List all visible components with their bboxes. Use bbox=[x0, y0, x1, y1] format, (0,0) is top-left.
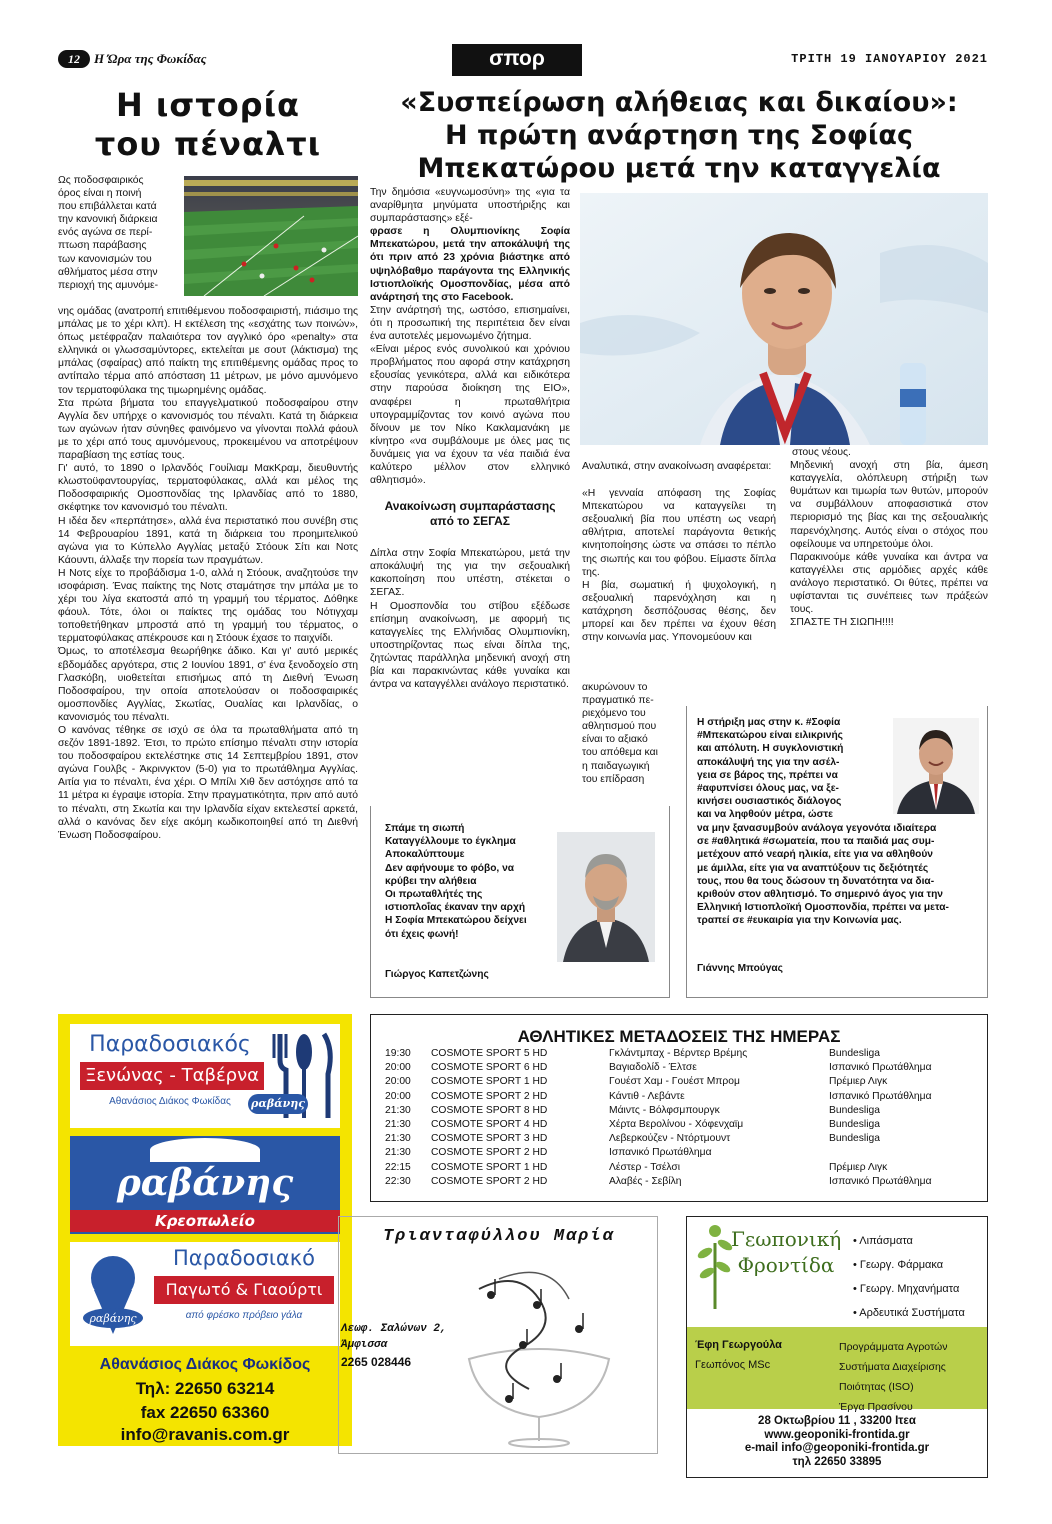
tv-row bbox=[385, 1118, 975, 1132]
quote-line: Οι πρωταθλήτές της bbox=[385, 889, 483, 901]
left-article-body bbox=[58, 305, 358, 842]
paragraph: Παρακινούμε κάθε γυναίκα και άντρα να καταγγέλλει στις αρμόδιες αρχές κάθε ανάλογο περιστατικό. Οι θύτες, πρέπει να υφίστανται τις συνέπειες των πράξεών τους. bbox=[790, 551, 988, 616]
quote-line: τους, που θα τους δώσουν τη δυνατότητα να δια- bbox=[697, 875, 935, 887]
geoponiki-green-band bbox=[687, 1327, 987, 1413]
tv-league: Ισπανικό Πρωτάθλημα bbox=[829, 1175, 932, 1187]
geoponiki-contact bbox=[687, 1415, 987, 1469]
intro-line: Ως ποδοσφαιρικός bbox=[58, 175, 144, 186]
text-line: του επίδραση bbox=[582, 773, 645, 785]
geoponiki-ad bbox=[686, 1216, 988, 1478]
geoponiki-website[interactable]: www.geoponiki-frontida.gr bbox=[764, 1428, 910, 1441]
intro-line: όρος είναι η ποινή bbox=[58, 188, 142, 200]
text-line: πραγματικό πε- bbox=[582, 695, 654, 707]
icecream-icon bbox=[78, 1250, 148, 1340]
left-title-line-2: του πέναλτι bbox=[94, 125, 322, 163]
paragraph: Αναλυτικά, στην ανακοίνωση αναφέρεται: bbox=[582, 461, 772, 472]
paragraph: Στην ανάρτησή της, ωστόσο, επισημαίνει, ότι η προσωπική της περιπέτεια δεν είναι ένα αυτοτελές μεμονωμένο ζήτημα. bbox=[370, 304, 570, 343]
text-line: ριεχόμενο του bbox=[582, 708, 646, 720]
tavern-panel bbox=[70, 1024, 340, 1128]
paragraph: Η ιδέα δεν «περπάτησε», αλλά ένα περιστατικό που συνέβη στις 14 Φεβρουαρίου 1891, κατά τη διάρκεια του προημιτελικού αγώνα για το Κύπελλο Αγγλίας μεταξύ Στόουκ Σίτι και Νοτς Κάουντι, άλλαξε την πορεία των πραγμάτων. bbox=[58, 515, 358, 566]
quote-line: μετέχουν από νεαρή ηλικία, είτε για να αθληθούν bbox=[697, 849, 933, 861]
page-number: 12 bbox=[58, 50, 90, 68]
man-portrait-illustration bbox=[557, 832, 655, 962]
stadium-illustration bbox=[184, 176, 358, 296]
paragraph: νης ομάδας (ανατροπή επιτιθέμενου ποδοσφαιριστή, πιάσιμο της μπάλας με το χέρι κλπ). Η εκτέλεση της «εσχάτης των ποινών», όπως μετέφραζαν παλαιότερα τον αγγλικό όρο «penalty» στα ελληνικά οι γλωσσαμύντορες, εκτελείται με σουτ (λάκτισμα) της μπάλας (σφαίρας) από παίκτη της επιτιθέμενης ομάδας προς το αντίπαλο τέρμα από απόσταση 11 μέτρων, με μόνο αμυνόμενο τον τερματοφύλακα της τιμωρημένης ομάδας. bbox=[58, 306, 358, 396]
geoponiki-brand-2: Φροντίδα bbox=[737, 1253, 835, 1277]
quote-author: Γιώργος Καπετζώνης bbox=[385, 969, 489, 980]
tv-time: 22:30 bbox=[385, 1175, 411, 1187]
quote-line: κινήσει ουσιαστικός διάλογος bbox=[697, 796, 842, 808]
text-line: είναι το αξιακό bbox=[582, 734, 648, 746]
paragraph: Η Νοτς είχε το προβάδισμα 1-0, αλλά η Στόουκ, αναζητούσε την ισοφάριση. Ένας παίκτης της Νοτς σταμάτησε την μπάλα με το χέρι του λίγα εκατοστά από τη γραμμή του τέρματος. Δόθηκε φάουλ. Τότε, όλοι οι παίκτες της ομάδας του Νότιγχαμ τοποθετήθηκαν μπροστά από τη γραμμή του τέρματος, ο τερματοφύλακας απέκρουσε και η Στόουκ έχασε το παιχνίδι. bbox=[58, 567, 358, 645]
product-item: • Λιπάσματα bbox=[853, 1235, 913, 1247]
product-item: • Αρδευτικά Συστήματα bbox=[853, 1307, 965, 1319]
tv-match: Χέρτα Βερολίνου - Χόφενχαϊμ bbox=[609, 1119, 744, 1131]
geoponiki-brand-1: Γεωπονική bbox=[731, 1227, 842, 1251]
intro-line: αθλήματος μέσα στην bbox=[58, 266, 158, 278]
icecream-brand-text: ραβάνης bbox=[89, 1312, 137, 1325]
tv-channel: COSMOTE SPORT 1 HD bbox=[431, 1161, 548, 1173]
tv-listings-box bbox=[370, 1014, 988, 1202]
lead-paragraph-normal: Την δημόσια «ευγνωμοσύνη» της «για τα αναρίθμητα μηνύματα υποστήριξης και συμπαράστασης» εξέ- bbox=[370, 187, 570, 225]
ravanis-brand-badge: ραβάνης bbox=[248, 1094, 308, 1114]
tv-match: Γουέστ Χαμ - Γουέστ Μπρομ bbox=[609, 1076, 740, 1088]
geoponiki-email[interactable]: e-mail info@geoponiki-frontida.gr bbox=[744, 1442, 930, 1454]
geoponiki-product-list bbox=[853, 1229, 965, 1325]
agronomist-name: Έφη Γεωργούλα bbox=[695, 1339, 782, 1351]
quote-text-wide bbox=[697, 822, 981, 928]
tv-league: Ισπανικό Πρωτάθλημα bbox=[829, 1062, 932, 1074]
quote-line: κρύβει την αλήθεια bbox=[385, 875, 477, 887]
tv-channel: COSMOTE SPORT 3 HD bbox=[431, 1133, 548, 1145]
tv-channel: COSMOTE SPORT 2 HD bbox=[431, 1147, 548, 1159]
quote-author: Γιάννης Μπούγας bbox=[697, 963, 783, 974]
ravanis-town: Αθανάσιος Διάκος Φωκίδος bbox=[99, 1356, 311, 1373]
tv-match: Ισπανικό Πρωτάθλημα bbox=[609, 1147, 712, 1159]
maria-name: Τριανταφύλλου Μαρία bbox=[383, 1227, 615, 1246]
paragraph: Η βία, σωματική ή ψυχολογική, η σεξουαλική παρενόχληση και η κατάχρηση δεσπόζουσας θέσης, δεν μπορεί και δεν πρέπει να έχουν θέση στην κοινωνία μας. Υπονομεύουν και bbox=[582, 579, 776, 644]
quote-box-kapetzonis bbox=[370, 806, 670, 998]
quote-line: Καταγγέλλουμε το έγκλημα bbox=[385, 836, 516, 848]
main-title-line-3: Μπεκατώρου μετά την καταγγελία bbox=[417, 153, 941, 184]
icecream-title-1: Παραδοσιακό bbox=[173, 1246, 315, 1270]
issue-date: ΤΡΙΤΗ 19 ΙΑΝΟΥΑΡΙΟΥ 2021 bbox=[791, 52, 988, 66]
music-glass-icon bbox=[439, 1249, 639, 1449]
maria-address-line-1: Λεωφ. Σαλώνων 2, bbox=[341, 1323, 447, 1335]
agronomist-title: Γεωπόνος MSc bbox=[695, 1359, 771, 1371]
paragraph: Η Ομοσπονδία του στίβου εξέδωσε επίσημη ανακοίνωση, με αφορμή τις καταγγελίες της Ελλήνιδας Ολυμπιονίκη, υποστηρίζοντας πως είναι δίπλα της, ζητώντας παράλληλα μηδενική ανοχή στη βία και παρακινώντας κάθε γυναίκα και άντρα να καταγγέλλει ανάλογο περιστατικό. bbox=[370, 600, 570, 691]
tv-channel: COSMOTE SPORT 8 HD bbox=[431, 1104, 548, 1116]
tv-league: Bundesliga bbox=[829, 1104, 880, 1116]
tv-match: Γκλάντμπαχ - Βέρντερ Βρέμης bbox=[609, 1048, 748, 1059]
quote-text-narrow bbox=[697, 716, 889, 822]
maria-ad bbox=[338, 1216, 658, 1454]
quote-line: αποκάλυψή της για την ασέλ- bbox=[697, 756, 840, 768]
tv-match: Αλαβές - Σεβίλη bbox=[609, 1175, 682, 1187]
main-article-column-2 bbox=[582, 460, 776, 644]
quote-line: σε #αθλητικά #σωματεία, που τα παιδιά μας συμ- bbox=[697, 836, 935, 848]
tv-time: 22:15 bbox=[385, 1161, 411, 1173]
quote-line: ιστιοπλοΐας έκαναν την αρχή bbox=[385, 902, 526, 914]
text-line: η παιδαγωγική bbox=[582, 760, 650, 772]
tv-time: 21:30 bbox=[385, 1147, 411, 1159]
paragraph: στους νέους. bbox=[792, 447, 851, 458]
ravanis-email: info@ravanis.com.gr bbox=[120, 1425, 290, 1444]
quote-line: Σπάμε τη σιωπή bbox=[385, 823, 465, 834]
tv-time: 21:30 bbox=[385, 1104, 411, 1116]
tv-row bbox=[385, 1047, 975, 1061]
service-item: Προγράμματα Αγροτών bbox=[839, 1341, 948, 1353]
tv-row bbox=[385, 1075, 975, 1089]
tv-league: Bundesliga bbox=[829, 1048, 880, 1059]
paragraph: ΣΠΑΣΤΕ ΤΗ ΣΙΩΠΗ!!!! bbox=[790, 617, 894, 629]
maria-phone: 2265 028446 bbox=[341, 1355, 412, 1369]
tree-icon bbox=[695, 1223, 735, 1309]
tv-channel: COSMOTE SPORT 6 HD bbox=[431, 1062, 548, 1074]
quote-line: Η στήριξη μας στην κ. #Σοφία bbox=[697, 717, 841, 728]
quote-line: ότι έχεις φωνή! bbox=[385, 928, 459, 940]
product-item: • Γεωργ. Φάρμακα bbox=[853, 1259, 944, 1271]
intro-line: που επιβάλλεται κατά bbox=[58, 201, 157, 213]
paragraph: «Είναι μέρος ενός συνολικού και χρόνιου προβλήματος που αφορά στην κατάχρηση εξουσίας γενικότερα, αλλά και ειδικότερα στην παρούσα διοίκηση της ΕΙΟ», αναφέρει η πρωταθλήτρια υπογραμμίζοντας τον κοινό αγώνα που δίνουν με τον Νίκο Κακλαμανάκη με κίνητρο «να συμβάλουμε με όλες μας τις δυνάμεις για να έχουν τα νέα παιδιά ένα καλύτερο μέλλον στον ελληνικό αθλητισμό». bbox=[370, 344, 570, 487]
paragraph: Στα πρώτα βήματα του επαγγελματικού ποδοσφαίρου στην Αγγλία δεν υπήρχε ο κανονισμός του πέναλτι. Κατά τη διάρκεια των αγώνων ήταν σύνηθες φαινόμενο να γίνονται πολλά φάουλ με το χέρι από τους αμυνόμενους, προκειμένου να αποτρέψουν παραβίαση της εστίας τους. bbox=[58, 397, 358, 462]
tv-league: Πρέμιερ Λιγκ bbox=[829, 1076, 888, 1088]
kapetzonis-photo bbox=[557, 832, 655, 962]
main-title-line-1: «Συσπείρωση αλήθειας και δικαίου»: bbox=[400, 87, 958, 118]
main-title-line-2: Η πρώτη ανάρτηση της Σοφίας bbox=[445, 120, 913, 151]
service-item: Έργα Πρασίνου bbox=[839, 1401, 913, 1413]
tv-league: Ισπανικό Πρωτάθλημα bbox=[829, 1090, 932, 1102]
paragraph: Όμως, το αποτέλεσμα θεωρήθηκε άδικο. Και γι' αυτό μερικές εβδομάδες αργότερα, στις 2 Ιουνίου 1891, σ' ένα ξενοδοχείο στη Γλασκόβη, υιοθετείται επισήμως από τη Διεθνή Ένωση Ποδοσφαίρου, την οποία αποτελούσαν οι ποδοσφαιρικές ομοσπονδίες Αγγλίας, Σκωτίας, Ουαλίας και Ιρλανδίας, ο κανονισμός του πέναλτι. bbox=[58, 646, 358, 723]
quote-line: με άμιλλα, είτε για να αναπτύξουν τις δεξιότητές bbox=[697, 862, 929, 874]
text-line: του απόθεμα και bbox=[582, 747, 658, 759]
tv-channel: COSMOTE SPORT 2 HD bbox=[431, 1090, 548, 1102]
left-title-line-1: Η ιστορία bbox=[115, 86, 301, 124]
quote-line: τραπεί σε #ευκαιρία για την Κοινωνία μας. bbox=[697, 915, 902, 927]
maria-address-line-2: Άμφισσα bbox=[341, 1339, 388, 1351]
segas-subheading: Ανακοίνωση συμπαράστασης από το ΣΕΓΑΣ bbox=[384, 499, 556, 529]
tv-channel: COSMOTE SPORT 1 HD bbox=[431, 1076, 548, 1088]
portrait-illustration bbox=[580, 193, 988, 445]
tv-row bbox=[385, 1090, 975, 1104]
tv-league: Bundesliga bbox=[829, 1133, 880, 1145]
intro-line: περιοχή της αμυνόμε- bbox=[58, 279, 159, 291]
paragraph: Μηδενική ανοχή στη βία, άμεση καταγγελία, ολόπλευρη στήριξη των θυμάτων και τιμωρία των θυτών, μπορούν να συμβάλλουν αποφασιστικά στον περιορισμό της βίας και της σεξουαλικής παρενόχλησης. Αυτός είναι ο στόχος που οφείλουμε να υπηρετούμε όλοι. bbox=[790, 460, 988, 550]
tv-row bbox=[385, 1061, 975, 1075]
ravanis-fax: fax 22650 63360 bbox=[140, 1403, 270, 1422]
paragraph: «Η γενναία απόφαση της Σοφίας Μπεκατώρου να καταγγείλει τη σεξουαλική βία που υπέστη ως νεαρή αθλήτρια, αποτελεί παράγοντα θετικής κινητοποίησης ώστε να σπάσει το πέπλο της σιωπής και του φόβου. Είμαστε δίπλα της. bbox=[582, 488, 776, 578]
paragraph: Γι' αυτό, το 1890 ο Ιρλανδός Γουίλιαμ ΜακΚραμ, διευθυντής κλωστοϋφαντουργίας, τερματοφύλακας, αλλά και μέλος της Ποδοσφαιρικής Ομοσπονδίας της Ιρλανδίας από το 1880, σκέφτηκε τον κανονισμό του πέναλτι. bbox=[58, 463, 358, 514]
tavern-title-2: Ξενώνας - Ταβέρνα bbox=[80, 1062, 264, 1090]
tv-match: Μάιντς - Βόλφσμπουργκ bbox=[609, 1104, 720, 1116]
ravanis-logo-circle bbox=[150, 1138, 260, 1162]
text-line: ακυρώνουν το bbox=[582, 682, 648, 693]
tv-row bbox=[385, 1104, 975, 1118]
tv-row bbox=[385, 1175, 975, 1189]
tv-match: Λεβερκούζεν - Ντόρτμουντ bbox=[609, 1133, 731, 1145]
tv-league: Bundesliga bbox=[829, 1119, 880, 1131]
geoponiki-phone: τηλ 22650 33895 bbox=[792, 1455, 882, 1468]
quote-line: #αφυπνίσει όλους μας, να ξε- bbox=[697, 783, 839, 795]
ravanis-phone: Τηλ: 22650 63214 bbox=[135, 1379, 275, 1398]
tv-listings-title: ΑΘΛΗΤΙΚΕΣ ΜΕΤΑΔΟΣΕΙΣ ΤΗΣ ΗΜΕΡΑΣ bbox=[517, 1027, 841, 1046]
sofia-bekatorou-photo bbox=[580, 193, 988, 445]
ravanis-ad bbox=[58, 1014, 352, 1446]
quote-line: και απόλυτη. Η συγκλονιστική bbox=[697, 743, 844, 755]
quote-line: Δεν αφήνουμε το φόβο, να bbox=[385, 862, 514, 874]
quote-box-bougas bbox=[686, 706, 988, 998]
butcher-label: Κρεοπωλείο bbox=[70, 1210, 340, 1232]
intro-line: την κανονική διάρκεια bbox=[58, 214, 158, 226]
geoponiki-address: 28 Οκτωβρίου 11 , 33200 Ιτεα bbox=[758, 1415, 916, 1427]
tv-league: Πρέμιερ Λιγκ bbox=[829, 1161, 888, 1173]
tv-match: Κάντιθ - Λεβάντε bbox=[609, 1090, 685, 1102]
quote-text bbox=[385, 822, 555, 941]
paragraph: Δίπλα στην Σοφία Μπεκατώρου, μετά την αποκάλυψή της για την σεξουαλική κακοποίηση που υπέστη, στέκεται ο ΣΕΓΑΣ. bbox=[370, 548, 570, 599]
tavern-title-1: Παραδοσιακός bbox=[89, 1032, 251, 1057]
left-article-title bbox=[58, 86, 358, 164]
quote-line: Αποκαλύπτουμε bbox=[385, 849, 465, 861]
tv-match: Λέστερ - Τσέλσι bbox=[609, 1161, 681, 1173]
quote-line: και να ληφθούν μέτρα, ώστε bbox=[697, 809, 833, 821]
tv-row bbox=[385, 1161, 975, 1175]
tv-listings-table bbox=[385, 1047, 975, 1189]
tv-time: 21:30 bbox=[385, 1119, 411, 1131]
tv-time: 20:00 bbox=[385, 1090, 411, 1102]
intro-line: πτωση παράβασης bbox=[58, 240, 147, 252]
main-article-column-2-tail bbox=[582, 681, 674, 786]
tv-match: Βαγιαδολίδ - Έλτσε bbox=[609, 1062, 697, 1074]
butcher-panel bbox=[70, 1136, 340, 1234]
tv-row bbox=[385, 1146, 975, 1160]
product-item: • Γεωργ. Μηχανήματα bbox=[853, 1283, 960, 1295]
penalty-stadium-photo bbox=[184, 176, 358, 296]
quote-line: #Μπεκατώρου είναι ειλικρινής bbox=[697, 730, 843, 742]
left-intro bbox=[58, 174, 180, 292]
service-item: Συστήματα Διαχείρισης Ποιότητας (ISO) bbox=[839, 1361, 946, 1393]
main-article-column-3 bbox=[790, 446, 988, 629]
main-article-title bbox=[370, 86, 988, 185]
icecream-panel bbox=[70, 1242, 340, 1346]
paragraph: Ο κανόνας τέθηκε σε ισχύ σε όλα τα πρωταθλήματα από τη σεζόν 1891-1892. Έτσι, το πρώτο επίσημο πέναλτι στην ιστορία του ποδοσφαίρου εκτελέστηκε στις 14 Σεπτεμβρίου 1891, στον αγώνα Γουλβς - Άκρινγκτον (5-0) για το πρωτάθλημα Αγγλίας. Αιτία για το πέναλτι, ένα χέρι. Ο Μπίλι Χιθ δεν αστόχησε από τα 11 μέτρα κι έγραψε ιστορία. Στην πραγματικότητα, πριν από αυτό το πέναλτι, στη Σκωτία και την Ιρλανδία είχαν εκτελεστεί αρκετά, αλλά ο κανόνας δεν είχε ακόμη κωδικοποιηθεί από τη Διεθνή Ένωση Ποδοσφαίρου. bbox=[58, 725, 358, 841]
intro-line: των κανονισμών του bbox=[58, 253, 152, 265]
tv-time: 21:30 bbox=[385, 1133, 411, 1145]
services-list bbox=[839, 1337, 987, 1417]
tv-channel: COSMOTE SPORT 2 HD bbox=[431, 1175, 548, 1187]
section-label: σπορ bbox=[452, 44, 582, 76]
icecream-title-2: Παγωτό & Γιαούρτι bbox=[154, 1276, 334, 1304]
tv-channel: COSMOTE SPORT 4 HD bbox=[431, 1119, 548, 1131]
quote-line: γεια σε βάρος της, πρέπει να bbox=[697, 769, 838, 781]
man-portrait-illustration bbox=[893, 718, 979, 814]
tv-row bbox=[385, 1132, 975, 1146]
intro-line: ενός αγώνα σε περί- bbox=[58, 227, 153, 239]
text-line: αθλητισμού που bbox=[582, 721, 657, 733]
quote-line: να μην ξανασυμβούν ανάλογα γεγονότα ιδιαίτερα bbox=[697, 823, 937, 834]
butcher-brand: ραβάνης bbox=[116, 1162, 294, 1204]
quote-line: κριθούν στον αθλητισμό. Το σημερινό άγος για την bbox=[697, 889, 943, 901]
tv-time: 20:00 bbox=[385, 1076, 411, 1088]
icecream-subtitle: από φρέσκο πρόβειο γάλα bbox=[185, 1310, 303, 1321]
tv-time: 19:30 bbox=[385, 1048, 411, 1059]
newspaper-name: Η Ώρα της Φωκίδας bbox=[94, 51, 207, 66]
main-article-column-1 bbox=[370, 186, 570, 691]
tv-time: 20:00 bbox=[385, 1062, 411, 1074]
tavern-location: Αθανάσιος Διάκος Φωκίδας bbox=[109, 1096, 231, 1107]
tv-channel: COSMOTE SPORT 5 HD bbox=[431, 1048, 548, 1059]
lead-paragraph-bold: φρασε η Ολυμπιονίκης Σοφία Μπεκατώρου, μετά την αποκάλυψή της ότι πριν από 23 χρόνια βιάστηκε από υψηλόβαθμο παράγοντα της Ελληνικής Ιστιοπλοϊκής Ομοσπονδίας, μέσα από ανάρτησή της στο Facebook. bbox=[370, 226, 570, 303]
quote-line: Η Σοφία Μπεκατώρου δείχνει bbox=[385, 915, 527, 927]
bougas-photo bbox=[893, 718, 979, 814]
quote-line: Ελληνική Ιστιοπλοϊκή Ομοσπονδία, πρέπει να μετα- bbox=[697, 902, 949, 914]
